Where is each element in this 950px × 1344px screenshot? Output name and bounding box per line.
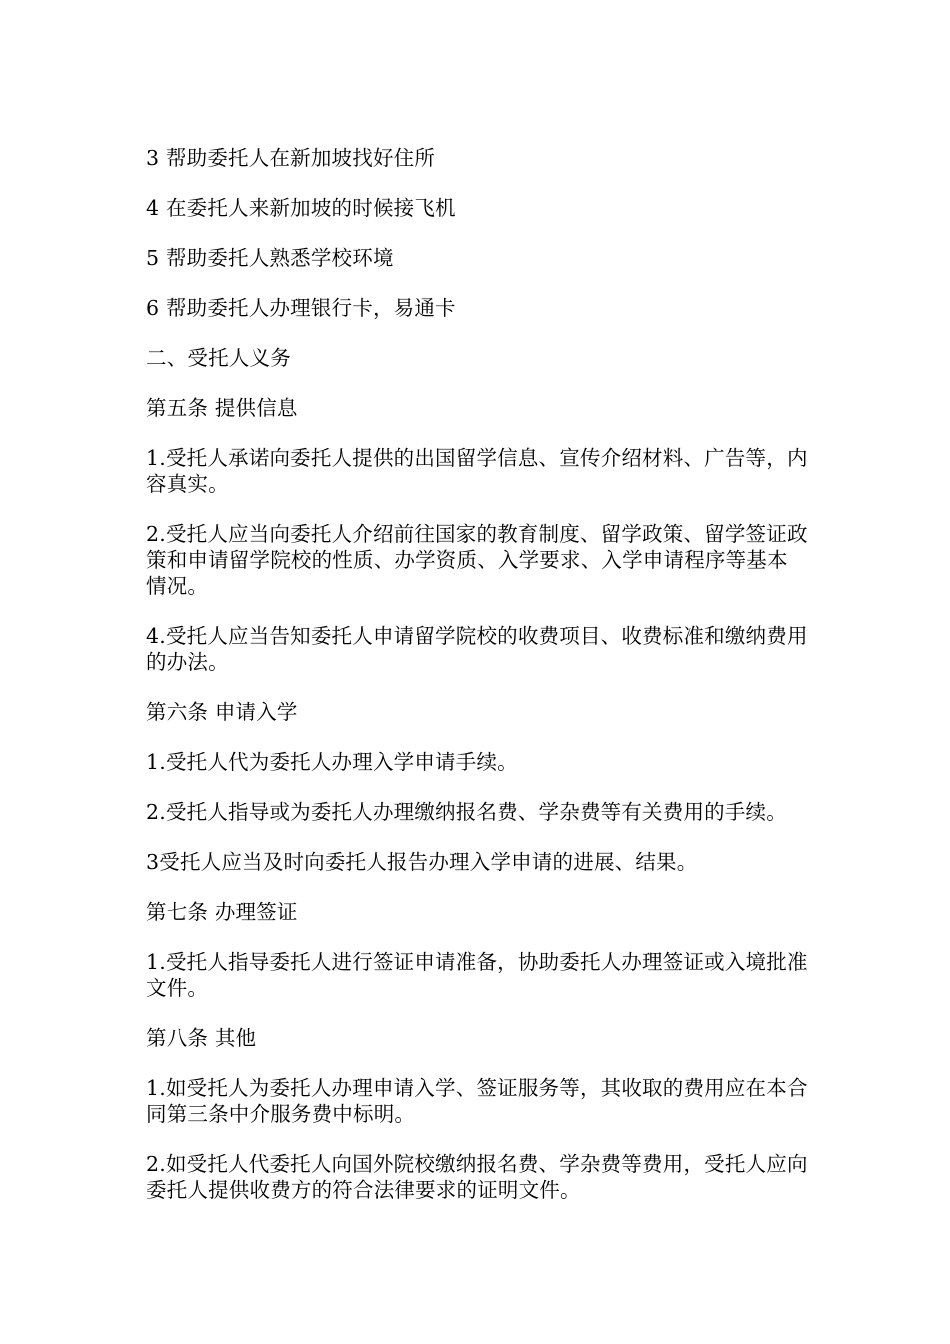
section-heading-trustee-obligations: 二、受托人义务 (146, 346, 291, 370)
article-8-clause-2: 2.如受托人代委托人向国外院校缴纳报名费、学杂费等费用，受托人应向委托人提供收费方的符合法律要求的证明文件。 (146, 1152, 808, 1202)
service-item-5: 5 帮助委托人熟悉学校环境 (146, 246, 394, 270)
article-6-clause-2: 2.受托人指导或为委托人办理缴纳报名费、学杂费等有关费用的手续。 (146, 800, 787, 824)
article-7-heading: 第七条 办理签证 (146, 900, 298, 924)
service-item-3: 3 帮助委托人在新加坡找好住所 (146, 146, 436, 170)
service-item-6: 6 帮助委托人办理银行卡，易通卡 (146, 296, 456, 320)
document-body (146, 145, 808, 1227)
article-5-heading: 第五条 提供信息 (146, 396, 298, 420)
article-5-clause-2: 2.受托人应当向委托人介绍前往国家的教育制度、留学政策、留学签证政策和申请留学院校的性质、办学资质、入学要求、入学申请程序等基本情况。 (146, 522, 808, 598)
article-5-clause-1: 1.受托人承诺向委托人提供的出国留学信息、宣传介绍材料、广告等，内容真实。 (146, 446, 808, 496)
article-8-heading: 第八条 其他 (146, 1026, 257, 1050)
article-8-clause-1: 1.如受托人为委托人办理申请入学、签证服务等，其收取的费用应在本合同第三条中介服务费中标明。 (146, 1076, 808, 1126)
article-7-clause-1: 1.受托人指导委托人进行签证申请准备，协助委托人办理签证或入境批准文件。 (146, 950, 808, 1000)
article-5-clause-4: 4.受托人应当告知委托人申请留学院校的收费项目、收费标准和缴纳费用的办法。 (146, 624, 808, 674)
article-6-heading: 第六条 申请入学 (146, 700, 298, 724)
service-item-4: 4 在委托人来新加坡的时候接飞机 (146, 196, 456, 220)
article-6-clause-3: 3受托人应当及时向委托人报告办理入学申请的进展、结果。 (146, 850, 698, 874)
article-6-clause-1: 1.受托人代为委托人办理入学申请手续。 (146, 750, 518, 774)
